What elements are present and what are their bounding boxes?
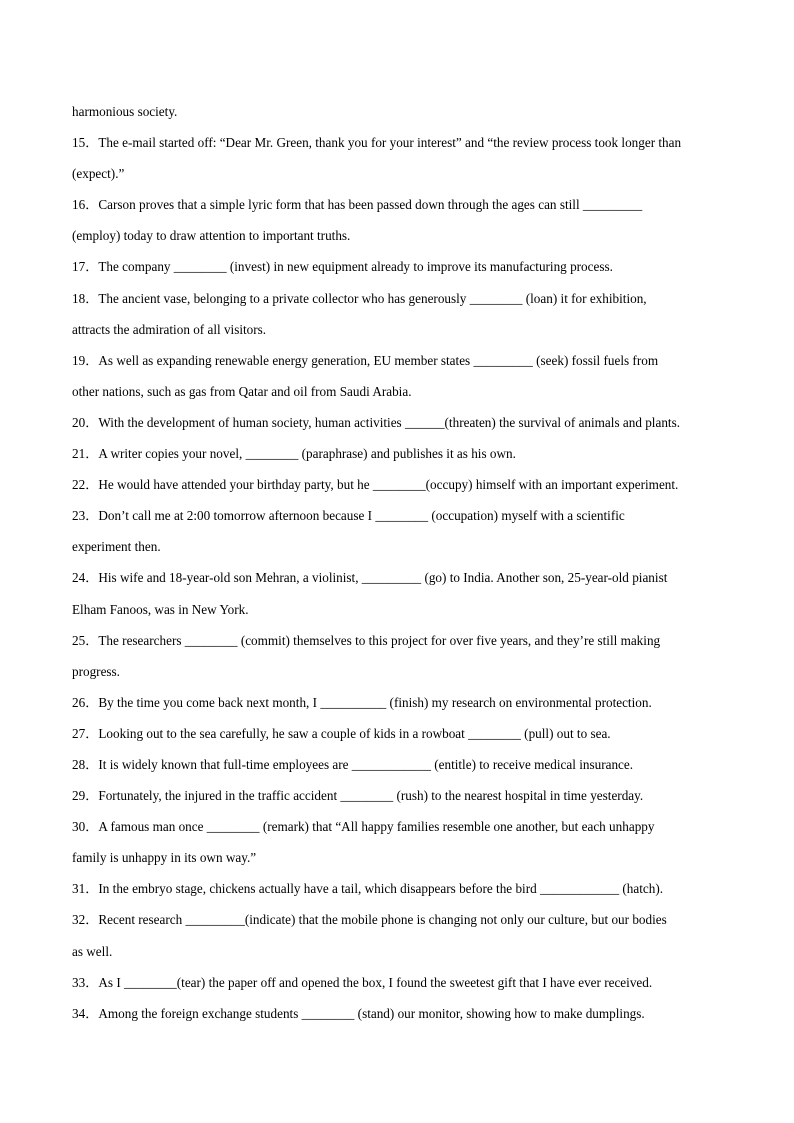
question-32-line-2: as well.: [72, 943, 113, 959]
question-28-line-1: 28．It is widely known that full-time employees are ____________ (entitle) to receive medical insurance.: [72, 756, 634, 772]
exercise-text-block: [72, 101, 724, 1034]
question-15-line-2: (expect).”: [72, 166, 125, 182]
question-29-line-1: 29．Fortunately, the injured in the traffic accident ________ (rush) to the nearest hospital in time yesterday.: [72, 788, 644, 804]
question-24-line-1: 24．His wife and 18-year-old son Mehran, a violinist, _________ (go) to India. Another son, 25-year-old pianist: [72, 570, 668, 586]
question-30-line-1: 30．A famous man once ________ (remark) that “All happy families resemble one another, but each unhappy: [72, 819, 655, 835]
question-18-line-2: attracts the admiration of all visitors.: [72, 321, 267, 337]
question-25-line-1: 25．The researchers ________ (commit) themselves to this project for over five years, and they’re still making: [72, 632, 661, 648]
question-33-line-1: 33．As I ________(tear) the paper off and opened the box, I found the sweetest gift that I have ever received.: [72, 974, 653, 990]
question-17-line-1: 17．The company ________ (invest) in new equipment already to improve its manufacturing process.: [72, 259, 613, 275]
question-22-line-1: 22．He would have attended your birthday party, but he ________(occupy) himself with an important experiment.: [72, 477, 679, 493]
question-30-line-2: family is unhappy in its own way.”: [72, 850, 257, 866]
question-23-line-2: experiment then.: [72, 539, 161, 555]
question-24-line-2: Elham Fanoos, was in New York.: [72, 601, 249, 617]
question-26-line-1: 26．By the time you come back next month, I __________ (finish) my research on environmental protection.: [72, 694, 652, 710]
question-23-line-1: 23．Don’t call me at 2:00 tomorrow afternoon because I ________ (occupation) myself with a scientific: [72, 508, 625, 524]
question-15-line-1: 15．The e-mail started off: “Dear Mr. Green, thank you for your interest” and “the review process took longer than: [72, 135, 682, 151]
question-31-line-1: 31．In the embryo stage, chickens actually have a tail, which disappears before the bird ____________ (hatch).: [72, 881, 664, 897]
question-32-line-1: 32．Recent research _________(indicate) that the mobile phone is changing not only our culture, but our bodies: [72, 912, 667, 928]
question-21-line-1: 21．A writer copies your novel, ________ (paraphrase) and publishes it as his own.: [72, 446, 516, 462]
question-16-line-1: 16．Carson proves that a simple lyric form that has been passed down through the ages can still _________: [72, 197, 643, 213]
question-19-line-2: other nations, such as gas from Qatar and oil from Saudi Arabia.: [72, 383, 412, 399]
question-27-line-1: 27．Looking out to the sea carefully, he saw a couple of kids in a rowboat ________ (pull) out to sea.: [72, 725, 611, 741]
question-19-line-1: 19．As well as expanding renewable energy generation, EU member states _________ (seek) fossil fuels from: [72, 352, 659, 368]
text-line: harmonious society.: [72, 104, 178, 119]
question-16-line-2: (employ) today to draw attention to important truths.: [72, 228, 351, 244]
question-34-line-1: 34．Among the foreign exchange students ________ (stand) our monitor, showing how to make dumplings.: [72, 1005, 645, 1021]
question-18-line-1: 18．The ancient vase, belonging to a private collector who has generously ________ (loan) it for exhibition,: [72, 290, 647, 306]
question-20-line-1: 20．With the development of human society, human activities ______(threaten) the survival of animals and plants.: [72, 414, 681, 430]
question-25-line-2: progress.: [72, 663, 120, 679]
